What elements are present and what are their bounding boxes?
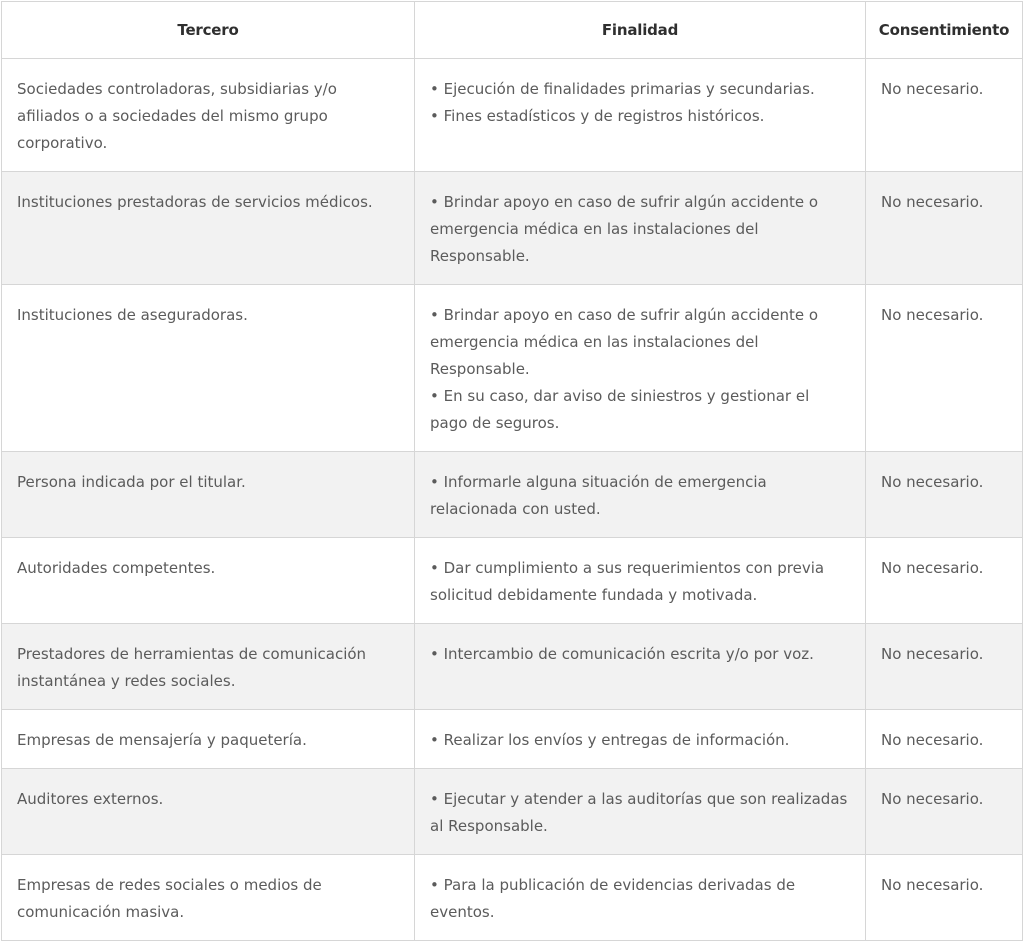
finalidad-item: • Fines estadísticos y de registros históricos. [430,103,851,130]
data-table [1,1,1023,941]
finalidad-item: • Dar cumplimiento a sus requerimientos con previa solicitud debidamente fundada y motivada. [430,555,851,609]
finalidad-item: • Ejecución de finalidades primarias y secundarias. [430,76,851,103]
table-body [2,59,1023,941]
cell-finalidad [415,538,866,624]
cell-tercero: Persona indicada por el titular. [2,452,415,538]
cell-tercero: Autoridades competentes. [2,538,415,624]
cell-finalidad [415,172,866,285]
header-tercero: Tercero [2,2,415,59]
cell-consentimiento: No necesario. [866,769,1023,855]
cell-tercero: Prestadores de herramientas de comunicación instantánea y redes sociales. [2,624,415,710]
cell-finalidad [415,855,866,941]
header-finalidad: Finalidad [415,2,866,59]
finalidad-item: • Brindar apoyo en caso de sufrir algún accidente o emergencia médica en las instalaciones del Responsable. [430,302,851,383]
finalidad-item: • Realizar los envíos y entregas de información. [430,727,851,754]
table-header [2,2,1023,59]
finalidad-item: • Brindar apoyo en caso de sufrir algún accidente o emergencia médica en las instalaciones del Responsable. [430,189,851,270]
table-row [2,452,1023,538]
cell-tercero: Empresas de mensajería y paquetería. [2,710,415,769]
table-row [2,710,1023,769]
cell-consentimiento: No necesario. [866,285,1023,452]
cell-finalidad [415,452,866,538]
cell-consentimiento: No necesario. [866,710,1023,769]
table-row [2,769,1023,855]
cell-consentimiento: No necesario. [866,172,1023,285]
cell-finalidad [415,769,866,855]
cell-tercero: Auditores externos. [2,769,415,855]
cell-consentimiento: No necesario. [866,538,1023,624]
cell-consentimiento: No necesario. [866,855,1023,941]
table-row [2,172,1023,285]
table-row [2,538,1023,624]
table-row [2,624,1023,710]
cell-tercero: Empresas de redes sociales o medios de comunicación masiva. [2,855,415,941]
cell-finalidad [415,624,866,710]
finalidad-item: • Informarle alguna situación de emergencia relacionada con usted. [430,469,851,523]
cell-tercero: Sociedades controladoras, subsidiarias y/o afiliados o a sociedades del mismo grupo corporativo. [2,59,415,172]
table-row [2,59,1023,172]
cell-consentimiento: No necesario. [866,624,1023,710]
cell-finalidad [415,59,866,172]
cell-consentimiento: No necesario. [866,452,1023,538]
finalidad-item: • En su caso, dar aviso de siniestros y gestionar el pago de seguros. [430,383,851,437]
table-row [2,285,1023,452]
cell-consentimiento: No necesario. [866,59,1023,172]
cell-tercero: Instituciones prestadoras de servicios médicos. [2,172,415,285]
finalidad-item: • Para la publicación de evidencias derivadas de eventos. [430,872,851,926]
finalidad-item: • Intercambio de comunicación escrita y/o por voz. [430,641,851,668]
cell-finalidad [415,285,866,452]
header-row [2,2,1023,59]
cell-tercero: Instituciones de aseguradoras. [2,285,415,452]
table-row [2,855,1023,941]
header-consentimiento: Consentimiento [866,2,1023,59]
cell-finalidad [415,710,866,769]
finalidad-item: • Ejecutar y atender a las auditorías que son realizadas al Responsable. [430,786,851,840]
